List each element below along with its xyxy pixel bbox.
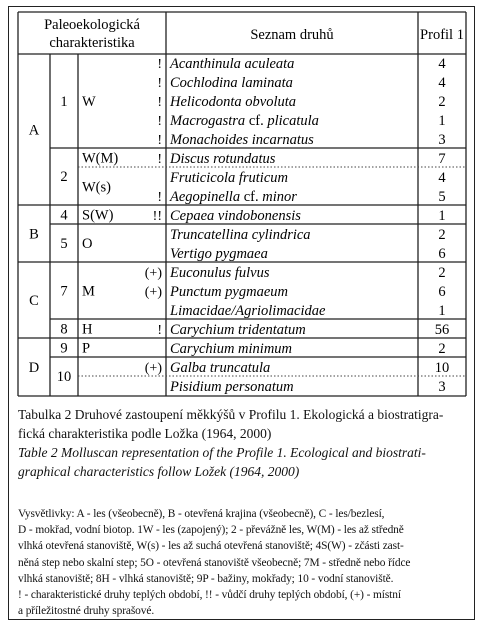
profile-count: 2 [438,265,446,281]
profile-count: 10 [434,360,450,376]
species-name: Cochlodina laminata [170,75,293,91]
profile-count: 4 [438,170,446,186]
species-mark: (+) [144,361,162,376]
explanation-line: vlhká stanoviště; 8H - vlhká stanoviště; 9P - bažiny, mokřady; 10 - vodní stanoviště. [18,572,394,585]
ecogroup-number: 10 [56,369,72,385]
ecogroup-code: W(M) [82,150,119,167]
ecogroup-number: 9 [60,340,68,357]
profile-count: 4 [438,75,446,91]
species-name: Aegopinella cf. minor [170,189,297,205]
species-name: Macrogastra cf. plicatula [170,113,319,129]
ecogroup-code: P [82,340,91,357]
profile-count: 1 [438,208,446,224]
ecogroup-number: 2 [60,169,68,185]
caption-cz-2: fická charakteristika podle Ložka (1964, 2000) [18,426,272,441]
profile-count: 3 [438,379,446,395]
explanation-line: něná step nebo skalní step; 5O - otevřená stanoviště všeobecně; 7M - středně nebo řídce [18,556,411,569]
table-rows [29,56,449,395]
group-letter: B [29,226,39,243]
species-name: Fruticicola fruticum [170,170,288,186]
profile-count: 1 [438,113,446,129]
species-mark: ! [157,190,162,205]
species-name: Cepaea vindobonensis [170,208,301,224]
species-mark: ! [157,57,162,72]
ecogroup-code: W [82,94,96,110]
species-name: Carychium tridentatum [170,322,306,338]
species-mark: ! [157,95,162,110]
header-species-list: Seznam druhů [250,27,334,43]
ecogroup-number: 8 [60,321,68,338]
profile-count: 2 [438,94,446,110]
species-name: Punctum pygmaeum [170,284,288,300]
ecogroup-number: 4 [60,207,68,224]
profile-count: 2 [438,227,446,243]
explanation-line: a příležitostné druhy sprašové. [18,605,155,618]
ecogroup-number: 1 [60,94,68,110]
profile-count: 7 [438,151,446,167]
profile-count: 3 [438,132,446,148]
species-mark: ! [157,133,162,148]
ecogroup-code: O [82,236,93,252]
explanation-line: vlhká otevřená stanoviště, W(s) - les až suchá otevřená stanoviště; 4S(W) - zčásti zast- [18,540,404,553]
profile-count: 6 [438,246,446,262]
header-paleo-2: charakteristika [49,35,135,51]
species-mark: ! [157,76,162,91]
header-paleo-1: Paleoekologická [44,17,140,33]
species-name: Vertigo pygmaea [170,246,268,262]
caption-en-1: Table 2 Molluscan representation of the Profile 1. Ecological and biostrati- [18,445,426,460]
profile-count: 2 [438,341,446,357]
species-name: Discus rotundatus [170,151,276,167]
species-name: Carychium minimum [170,341,293,357]
explanation [18,506,470,619]
caption-cz-1: Tabulka 2 Druhové zastoupení měkkýšů v Profilu 1. Ekologická a biostratigra- [18,407,444,422]
species-name: Truncatellina cylindrica [170,227,311,243]
species-mark: (+) [144,285,162,300]
species-mark: ! [157,114,162,129]
caption-en-2: graphical characteristics follow Ložek (1964, 2000) [18,464,300,479]
ecogroup-code: S(W) [82,207,114,224]
profile-count: 6 [438,284,446,300]
explanation-line: D - mokřad, vodní biotop. 1W - les (zapojený); 2 - převážně les, W(M) - les až středně [18,524,404,537]
species-mark: !! [152,209,162,224]
ecogroup-number: 5 [60,236,68,252]
profile-count: 1 [438,303,446,319]
species-name: Acanthinula aculeata [170,56,295,72]
species-name: Pisidium personatum [170,379,294,395]
group-letter: A [28,122,40,139]
explanation-line: ! - charakteristické druhy teplých období, !! - vůdčí druhy teplých období, (+) - místní [18,589,401,602]
profile-count: 56 [434,322,450,338]
species-name: Monachoides incarnatus [170,132,314,148]
species-mark: ! [157,152,162,167]
species-mark: (+) [144,266,162,281]
header-profile: Profil 1 [420,27,464,43]
species-name: Helicodonta obvoluta [170,94,297,110]
profile-count: 5 [438,189,446,205]
explanation-line: Vysvětlivky: A - les (všeobecně), B - otevřená krajina (všeobecně), C - les/bezlesí, [18,508,385,520]
species-name: Galba truncatula [170,360,271,376]
profile-count: 4 [438,56,446,72]
ecogroup-number: 7 [60,283,68,300]
ecogroup-code: M [82,283,95,300]
species-name: Limacidae/Agriolimacidae [170,303,326,319]
species-name: Euconulus fulvus [170,265,270,281]
ecogroup-code: W(s) [82,179,111,196]
group-letter: D [28,360,40,376]
ecogroup-code: H [82,321,93,338]
species-mark: ! [157,323,162,338]
group-letter: C [29,293,39,309]
